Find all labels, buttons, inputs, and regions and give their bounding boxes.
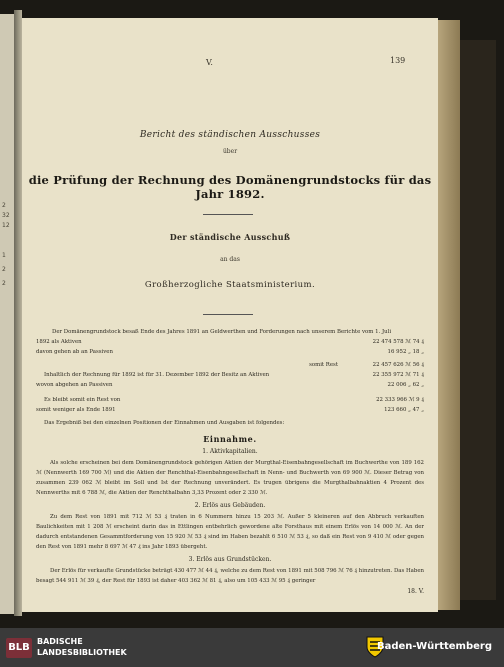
- ledger-label: somit weniger als Ende 1891: [36, 407, 116, 413]
- ledger-value: 22 006 „ 62 „: [387, 382, 424, 388]
- library-name-line2: LANDESBIBLIOTHEK: [37, 648, 127, 657]
- ledger-row: [36, 395, 424, 405]
- intro-closing: Das Ergebniß bei den einzelnen Positionen der Einnahmen und Ausgaben ist folgendes:: [44, 420, 285, 426]
- ledger-label: Inhaltlich der Rechnung für 1892 ist für 31. Dezember 1892 der Besitz an Aktiven: [44, 372, 270, 378]
- margin-number: 12: [2, 222, 10, 229]
- margin-number: 32: [2, 212, 10, 219]
- ledger-value: 123 660 „ 47 „: [384, 407, 424, 413]
- divider-rule: [203, 214, 253, 215]
- page-number: 139: [390, 56, 406, 65]
- scan-background: [460, 40, 496, 600]
- previous-page-edge: [0, 14, 14, 614]
- margin-number: 2: [2, 266, 6, 273]
- ledger-label: davon gehen ab an Passiven: [36, 349, 113, 355]
- ledger-label: Es bleibt somit ein Rest von: [44, 397, 121, 403]
- ledger-label: somit Rest: [309, 362, 338, 368]
- blb-logo: BLB: [6, 638, 32, 658]
- ledger-value: 22 333 966 ℳ 9 ₰: [376, 397, 424, 403]
- library-name-line1: BADISCHE: [37, 637, 83, 646]
- signature-mark: 18. V.: [407, 588, 424, 595]
- ledger-row: [36, 380, 424, 390]
- section-title: 1. Aktivkapitalien.: [202, 448, 258, 455]
- report-title-line2: über: [222, 148, 238, 155]
- ledger-row: [36, 360, 424, 370]
- address-line1: Der ständische Ausschuß: [169, 232, 291, 242]
- page-edge: [438, 20, 460, 610]
- section-title: 3. Erlös aus Grundstücken.: [188, 556, 272, 563]
- report-title-main: die Prüfung der Rechnung des Domänengrundstocks für das Jahr 1892.: [28, 173, 432, 201]
- ledger-row: [36, 405, 424, 415]
- ledger-row: [36, 347, 424, 357]
- report-title-line1: Bericht des ständischen Ausschusses: [139, 130, 321, 140]
- intro-paragraph: Der Domänengrundstock besaß Ende des Jahres 1891 an Geldwerthen und Forderungen nach unserem Berichte vom 1. Juli: [52, 329, 392, 335]
- book-gutter: [14, 10, 22, 616]
- einnahme-heading: Einnahme.: [203, 434, 257, 444]
- divider-rule: [203, 314, 253, 315]
- margin-number: 1: [2, 252, 6, 259]
- library-footer-bar: [0, 628, 504, 667]
- address-line2: an das: [220, 256, 240, 263]
- section-letter: V.: [206, 58, 213, 67]
- ledger-row: [36, 337, 424, 347]
- ledger-label: 1892 als Aktiven: [36, 339, 82, 345]
- section-paragraph: Der Erlös für verkaufte Grundstücke beträgt 430 477 ℳ 44 ₰, welche zu dem Rest von 1891 mit 508 796 ℳ 76 ₰ hinzutreten. Das Haben besagt 544 911 ℳ 39 ₰, der Rest für 1893 ist daher 403 362 ℳ 81 ₰, also um 105 433 ℳ 95 ₰ geringer: [36, 568, 424, 584]
- ledger-row: [36, 370, 424, 380]
- ledger-value: 22 474 578 ℳ 74 ₰: [372, 339, 424, 345]
- address-line3: Großherzogliche Staatsministerium.: [144, 280, 316, 290]
- ledger-value: 22 457 626 ℳ 56 ₰: [372, 362, 424, 368]
- ledger-value: 16 952 „ 18 „: [387, 349, 424, 355]
- ledger-value: 22 355 972 ℳ 71 ₰: [372, 372, 424, 378]
- ledger-label: wovon abgehen an Passiven: [36, 382, 113, 388]
- library-name: [37, 636, 127, 658]
- margin-number: 2: [2, 280, 6, 287]
- section-paragraph: Zu dem Rest von 1891 mit 712 ℳ 53 ₰ traten in 6 Nummern hinzu 15 203 ℳ. Außer 5 kleineren auf den Abbruch verkauften Baulichkeiten mit 1 208 ℳ erscheint darin das in Ettlingen entbehrlich gewordene alte Forsthaus mit einem Erlös von 14 000 ℳ. An der dadurch entstandenen Gesammtforderung von 15 920 ℳ 53 ₰ sind im Haben bezahlt 6 510 ℳ 53 ₰, so daß ein Rest von 9 410 ℳ oder gegen den Rest von 1891 mehr 8 697 ℳ 47 ₰ ins Jahr 1893 übergeht.: [36, 514, 424, 550]
- margin-number: 2: [2, 202, 6, 209]
- document-page: [22, 18, 438, 612]
- section-paragraph: Als solche erscheinen bei dem Domänengrundstock gehörigen Aktien der Murgthal-Eisenbahngesellschaft im Buchwerthe von 189 162 ℳ (Nennwerth 169 700 ℳ) und die Aktien der Renchthal-Eisenbahngesellschaft in Nenn- und Buchwerth von 69 900 ℳ. Dieser Betrag von zusammen 239 062 ℳ bleibt im Soll und Ist der Rechnung unverändert. Es trugen übrigens die Murgthalbahnaktien 4 Prozent des Nennwerths mit 6 788 ℳ, die Aktien der Renchthalbahn 3,33 Prozent oder 2 330 ℳ.: [36, 460, 424, 496]
- section-title: 2. Erlös aus Gebäuden.: [194, 502, 266, 509]
- region-name: Baden-Württemberg: [376, 641, 492, 652]
